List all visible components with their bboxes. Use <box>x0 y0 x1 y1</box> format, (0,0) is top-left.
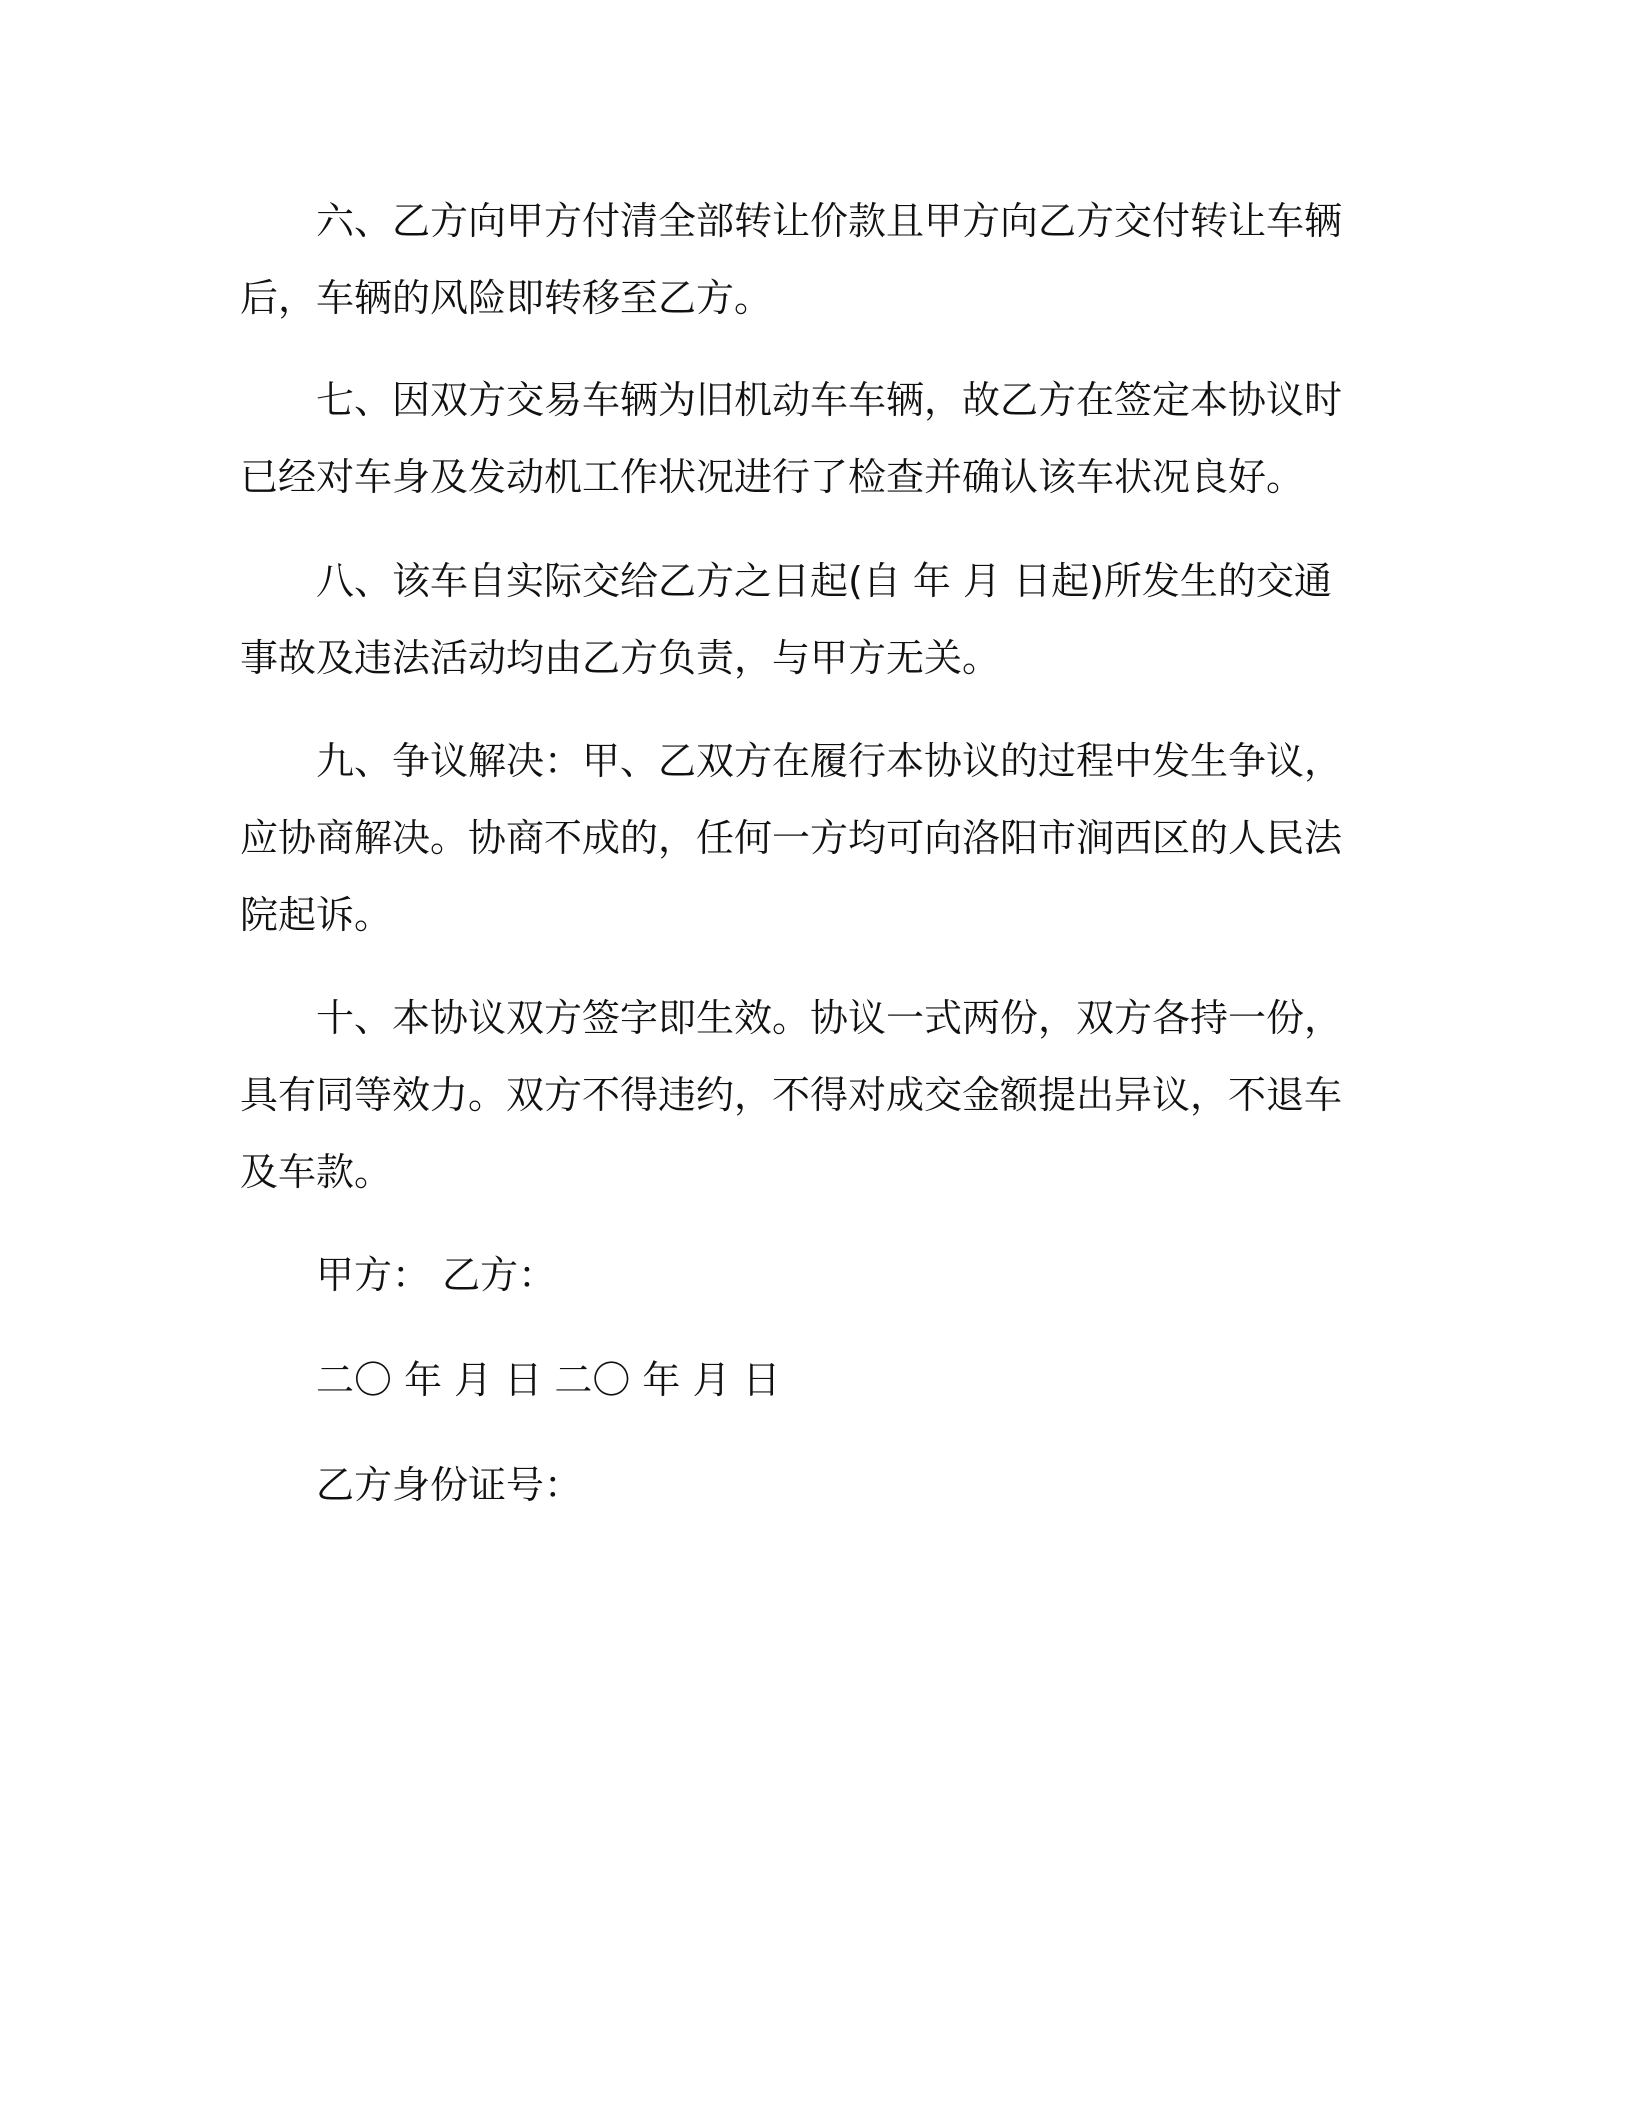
date-line: 二〇 年 月 日 二〇 年 月 日 <box>316 1358 781 1402</box>
signature-line: 甲方： 乙方： <box>316 1253 557 1297</box>
clause-10: 十、本协议双方签字即生效。协议一式两份，双方各持一份，具有同等效力。双方不得违约，不得对成交金额提出异议，不退车及车款。 <box>240 996 1343 1194</box>
clause-9: 九、争议解决：甲、乙双方在履行本协议的过程中发生争议，应协商解决。协商不成的，任何一方均可向洛阳市涧西区的人民法院起诉。 <box>240 739 1343 937</box>
clause-7: 七、因双方交易车辆为旧机动车车辆，故乙方在签定本协议时已经对车身及发动机工作状况进行了检查并确认该车状况良好。 <box>240 378 1343 499</box>
id-number-line: 乙方身份证号： <box>316 1463 583 1507</box>
clause-8: 八、该车自实际交给乙方之日起(自 年 月 日起)所发生的交通事故及违法活动均由乙方负责，与甲方无关。 <box>240 559 1332 680</box>
clause-6: 六、乙方向甲方付清全部转让价款且甲方向乙方交付转让车辆后，车辆的风险即转移至乙方。 <box>240 199 1343 320</box>
